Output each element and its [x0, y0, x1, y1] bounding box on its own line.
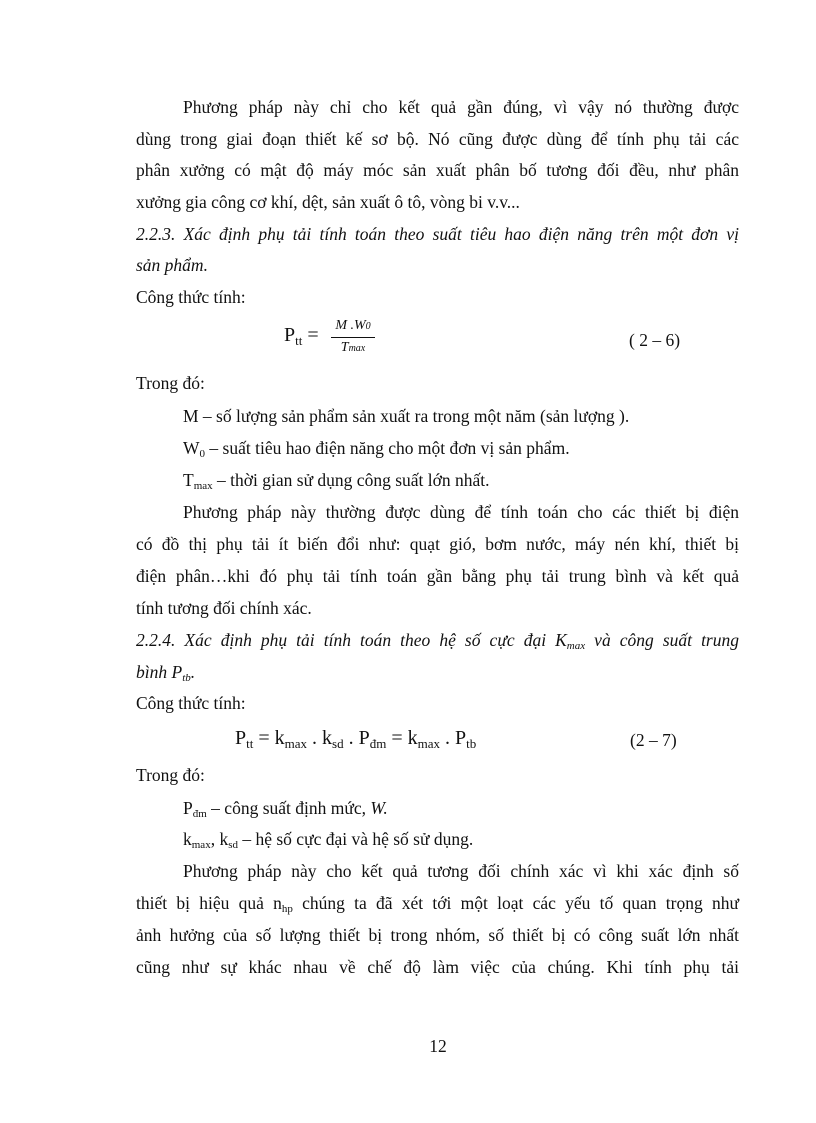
formula-label: Công thức tính:	[136, 693, 246, 713]
paragraph-line: ảnh hưởng của số lượng thiết bị trong nhóm, số thiết bị có công suất lớn nhất	[136, 925, 739, 945]
paragraph-line: cũng như sự khác nhau về chế độ làm việc của chúng. Khi tính phụ tải	[136, 957, 739, 977]
where-label: Trong đó:	[136, 765, 205, 785]
paragraph-line: Phương pháp này chỉ cho kết quả gần đúng, vì vậy nó thường được	[183, 97, 739, 117]
equation-number-2-6: ( 2 – 6)	[629, 330, 681, 350]
where-label: Trong đó:	[136, 373, 205, 393]
section-heading-224: 2.2.4. Xác định phụ tải tính toán theo hệ số cực đại $K_{max}$ và công suất trung	[136, 630, 739, 652]
formula-2-6-fraction: M .W0 Tmax	[331, 318, 375, 357]
definition-item: $P_{đm}$ – công suất định mức, W.	[183, 798, 388, 820]
section-heading-223: 2.2.3. Xác định phụ tải tính toán theo suất tiêu hao điện năng trên một đơn vị	[136, 224, 739, 244]
definition-item: $T_{max}$ – thời gian sử dụng công suất lớn nhất.	[183, 470, 490, 492]
paragraph-line: Phương pháp này cho kết quả tương đối chính xác vì khi xác định số	[183, 861, 739, 881]
paragraph-line: có đồ thị phụ tải ít biến đổi như: quạt gió, bơm nước, máy nén khí, thiết bị	[136, 534, 739, 554]
section-heading-223-cont: sản phẩm.	[136, 255, 208, 275]
page-number: 12	[429, 1036, 447, 1056]
paragraph-line: xưởng gia công cơ khí, dệt, sản xuất ô tô, vòng bi v.v...	[136, 192, 520, 212]
paragraph-line: dùng trong giai đoạn thiết kế sơ bộ. Nó cũng được dùng để tính phụ tải các	[136, 129, 739, 149]
definition-item: M – số lượng sản phẩm sản xuất ra trong một năm (sản lượng ).	[183, 406, 630, 426]
paragraph-line: điện phân…khi đó phụ tải tính toán gần bằng phụ tải trung bình và kết quả	[136, 566, 739, 586]
paragraph-line: tính tương đối chính xác.	[136, 598, 312, 618]
formula-2-6-lhs: $P_{tt}$ =	[284, 324, 319, 348]
section-heading-224-cont: bình $P_{tb}$.	[136, 662, 196, 684]
definition-item: $W_0$ – suất tiêu hao điện năng cho một đơn vị sản phẩm.	[183, 438, 570, 460]
paragraph-line: phân xưởng có mật độ máy móc sản xuất phân bố tương đối đều, như phân	[136, 160, 739, 180]
equation-number-2-7: (2 – 7)	[630, 730, 677, 750]
paragraph-line: thiết bị hiệu quả $n_{hp}$ chúng ta đã xét tới một loạt các yếu tố quan trọng như	[136, 893, 739, 915]
formula-label: Công thức tính:	[136, 287, 246, 307]
formula-2-7: $P_{tt} = k_{max}$ . $k_{sd}$ . $P_{đm} = k_{max}$ . $P_{tb}$	[235, 727, 477, 751]
definition-item: $k_{max}$, $k_{sd}$ – hệ số cực đại và hệ số sử dụng.	[183, 829, 474, 851]
paragraph-line: Phương pháp này thường được dùng để tính toán cho các thiết bị điện	[183, 502, 739, 522]
